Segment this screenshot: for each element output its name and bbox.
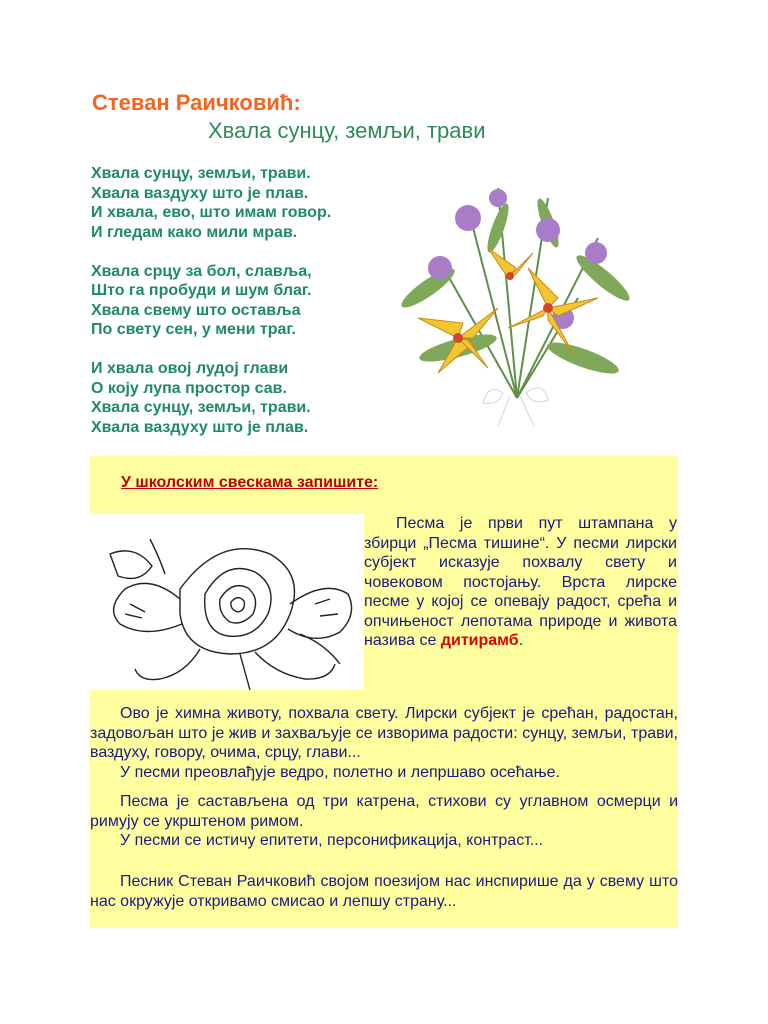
verse: О коју лупа простор сав. [91, 379, 287, 397]
poem-text [91, 164, 331, 457]
verse: Што га пробуди и шум благ. [91, 282, 312, 299]
paragraph-text: Ово је химна животу, похвала свету. Лирски субјект је срећан, радостан, задовољан што је жив и захваљује се изворима радости: сунцу, земљи, трави, ваздуху, говору, очима, срцу, глави... [90, 705, 678, 761]
verse: Хвала сунцу, земљи, трави. [91, 399, 311, 416]
verse: И гледам како мили мрав. [91, 223, 298, 241]
intro-end: . [518, 632, 524, 649]
verse: Хвала ваздуху што је плав. [91, 184, 309, 202]
paragraph-text: У песми преовлађује ведро, полетно и лепршаво осећање. [120, 763, 560, 781]
paragraph-hymn [90, 704, 678, 782]
instruction-heading: У школским свескама запишите: [121, 474, 379, 491]
paragraph-conclusion: Песник Стеван Раичковић својом поезијом нас инспирише да у свему што нас окружује откривамо смисао и лепшу страну... [90, 873, 678, 910]
paragraph-structure [90, 792, 678, 851]
flower-bouquet-illustration [398, 168, 636, 430]
intro-paragraph [364, 514, 677, 651]
verse: Хвала срцу за бол, славља, [91, 262, 312, 280]
verse: И хвала овој лудој глави [91, 360, 289, 377]
poem-title: Хвала сунцу, земљи, трави [208, 118, 486, 143]
paragraph-text: Песма је састављена од три катрена, стихови су углавном осмерци и римују се укрштеном римом. [90, 793, 678, 830]
rose-drawing-frame [90, 514, 364, 690]
highlight-term: дитирамб [440, 632, 519, 649]
author-name: Стеван Раичковић: [92, 90, 301, 115]
rose-line-drawing [90, 514, 364, 690]
intro-text: Песма је први пут штампана у збирци „Песма тишине“. У песми лирски субјект исказује похвалу свету и човековом постојању. Врста лирске песме у којој се опевају радост, срећа и опчињеност лепотама природе и живота назива се [364, 515, 677, 649]
stanza-1 [91, 164, 331, 242]
paragraph-text: У песми се истичу епитети, персонификација, контраст... [120, 832, 544, 849]
stanza-2 [91, 262, 331, 340]
verse: Хвала сунцу, земљи, трави. [91, 165, 311, 182]
verse: По свету сен, у мени траг. [91, 321, 296, 338]
verse: Хвала ваздуху што је плав. [91, 418, 309, 436]
verse: Хвала свему што оставља [91, 301, 301, 319]
verse: И хвала, ево, што имам говор. [91, 204, 332, 221]
stanza-3 [91, 359, 331, 437]
